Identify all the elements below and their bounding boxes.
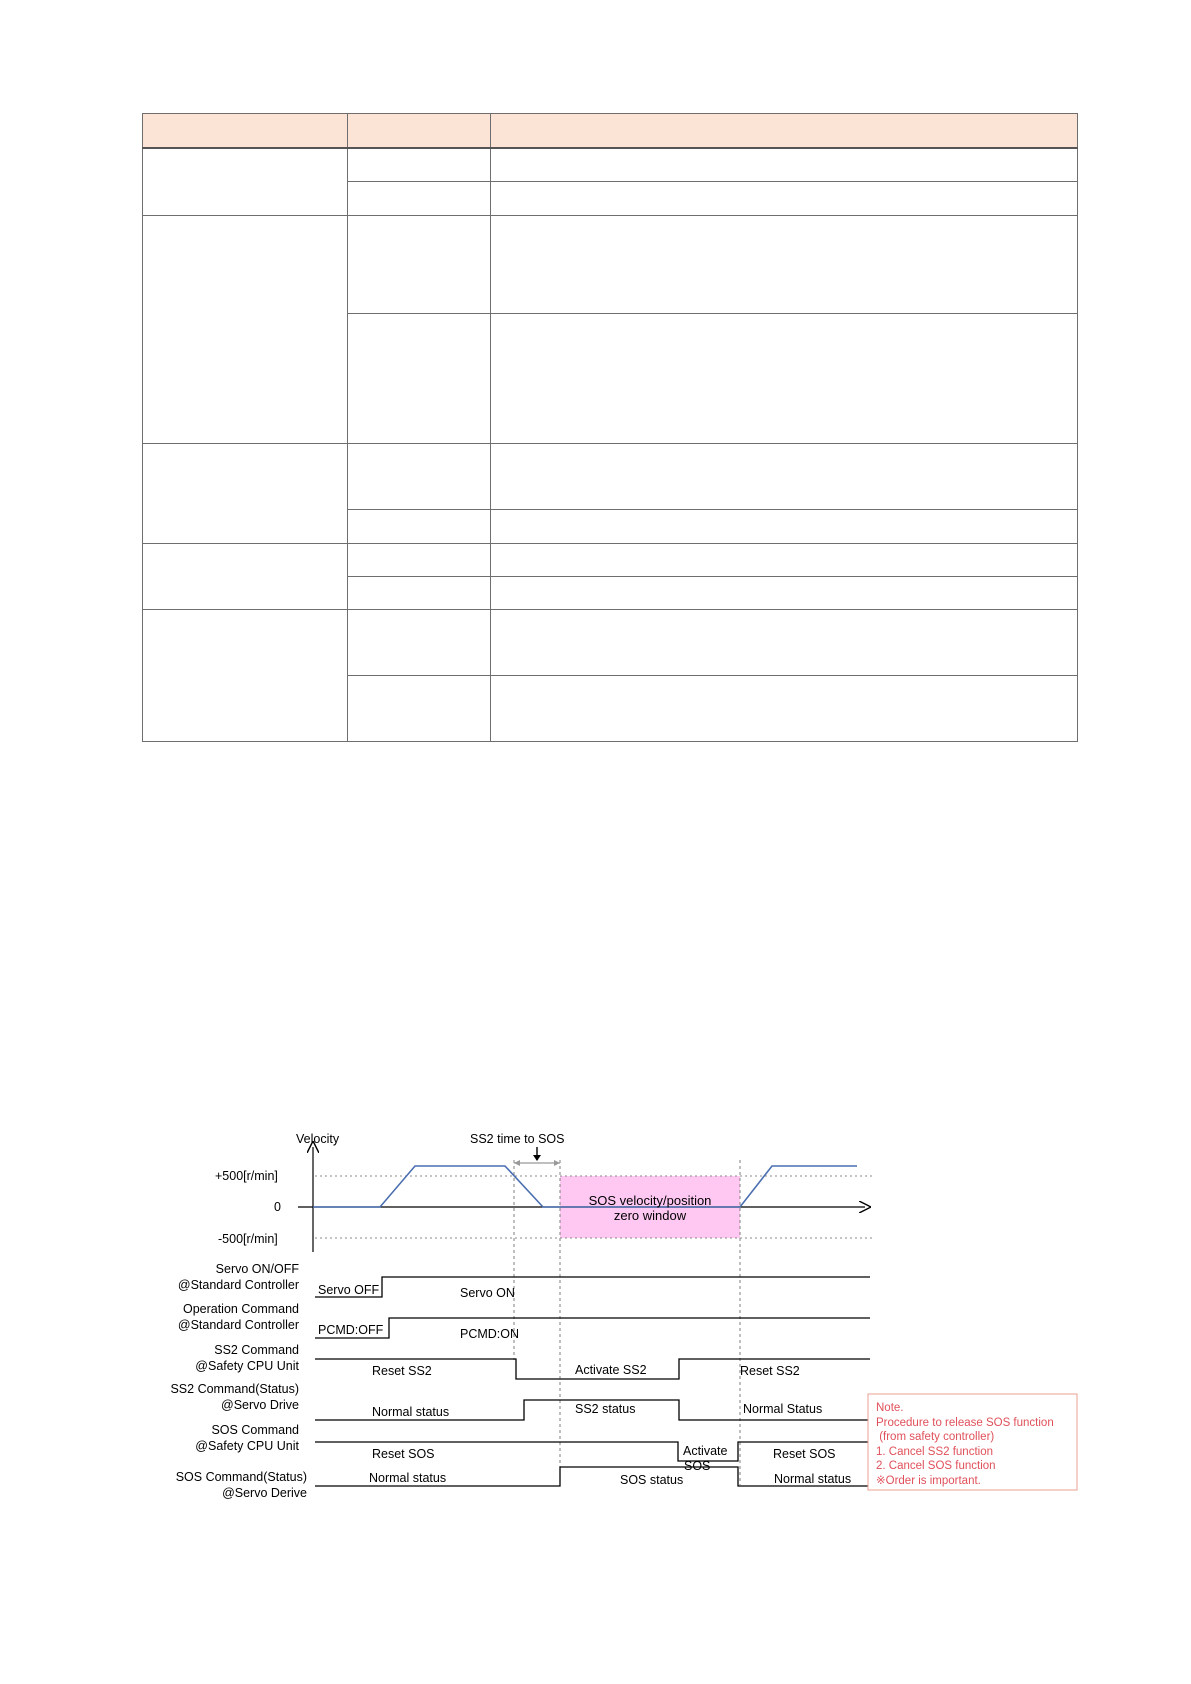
signal-name: @Servo Derive <box>222 1486 307 1500</box>
table-cell <box>491 148 1078 181</box>
table-cell <box>348 313 491 443</box>
signal-name: @Safety CPU Unit <box>195 1359 299 1373</box>
note-line: 2. Cancel SOS function <box>876 1460 996 1472</box>
table-row <box>143 543 1078 576</box>
waveform-operation <box>315 1318 870 1338</box>
note-line: (from safety controller) <box>876 1431 995 1443</box>
state-label: PCMD:OFF <box>318 1323 384 1337</box>
state-label: SOS <box>684 1459 711 1473</box>
table-cell <box>348 609 491 675</box>
header-cell <box>348 114 491 149</box>
signal-name: SOS Command(Status) <box>175 1470 307 1484</box>
table-cell <box>348 181 491 215</box>
table-cell <box>491 313 1078 443</box>
tick-pos-label: +500[r/min] <box>215 1169 278 1183</box>
table-cell <box>348 543 491 576</box>
table-header-row <box>143 114 1078 149</box>
table-cell <box>491 543 1078 576</box>
state-label: Reset SOS <box>773 1447 836 1461</box>
table-cell <box>348 215 491 313</box>
state-label: PCMD:ON <box>460 1327 520 1341</box>
state-label: Servo OFF <box>318 1283 380 1297</box>
waveform-servo <box>315 1277 870 1297</box>
table-cell-group <box>143 543 348 609</box>
signal-name: Operation Command <box>182 1302 299 1316</box>
table-cell <box>348 576 491 609</box>
table-cell <box>491 443 1078 509</box>
timing-chart <box>160 1130 1085 1520</box>
table-cell-group <box>143 215 348 443</box>
header-cell <box>491 114 1078 149</box>
table-cell <box>491 675 1078 741</box>
state-label: Activate SS2 <box>575 1363 647 1377</box>
signal-name: Servo ON/OFF <box>215 1262 299 1276</box>
spec-table <box>142 113 1078 742</box>
state-label: Normal status <box>774 1472 852 1486</box>
ss2-time-bracket-arrow-left <box>514 1160 520 1166</box>
ss2-time-pointer-head <box>533 1155 541 1161</box>
state-label: Normal status <box>369 1471 447 1485</box>
header-cell <box>143 114 348 149</box>
state-label: SS2 status <box>575 1402 636 1416</box>
tick-zero-label: 0 <box>274 1200 281 1214</box>
ss2-time-label: SS2 time to SOS <box>470 1132 565 1146</box>
tick-neg-label: -500[r/min] <box>218 1232 278 1246</box>
table-cell <box>491 215 1078 313</box>
signal-name: SS2 Command(Status) <box>170 1382 299 1396</box>
signal-name: @Standard Controller <box>177 1318 299 1332</box>
note-line: Procedure to release SOS function <box>876 1417 1054 1429</box>
table-cell <box>348 148 491 181</box>
table-row <box>143 609 1078 675</box>
table-row <box>143 215 1078 313</box>
state-label: Reset SS2 <box>740 1364 800 1378</box>
velocity-axis-label: Velocity <box>296 1132 340 1146</box>
signal-name: @Safety CPU Unit <box>195 1439 299 1453</box>
table-cell <box>348 675 491 741</box>
state-label: Servo ON <box>460 1286 515 1300</box>
table-cell <box>491 509 1078 543</box>
signal-name: SOS Command <box>211 1423 299 1437</box>
signal-name: @Servo Drive <box>221 1398 299 1412</box>
table-row <box>143 443 1078 509</box>
table-cell-group <box>143 443 348 543</box>
state-label: Normal Status <box>743 1402 823 1416</box>
table-cell <box>348 443 491 509</box>
ss2-time-bracket-arrow-right <box>554 1160 560 1166</box>
table-cell-group <box>143 148 348 215</box>
window-label-line1: SOS velocity/position <box>588 1193 712 1208</box>
state-label: Reset SS2 <box>372 1364 432 1378</box>
signal-name: SS2 Command <box>214 1343 299 1357</box>
table-cell <box>491 181 1078 215</box>
state-label: SOS status <box>620 1473 684 1487</box>
window-label-line2: zero window <box>613 1208 687 1223</box>
state-label: Normal status <box>372 1405 450 1419</box>
state-label: Reset SOS <box>372 1447 435 1461</box>
note-line: Note. <box>876 1402 904 1414</box>
table-cell <box>491 609 1078 675</box>
table-cell <box>491 576 1078 609</box>
table-row <box>143 148 1078 181</box>
note-line: ※Order is important. <box>876 1475 981 1487</box>
table-cell-group <box>143 609 348 741</box>
signal-name: @Standard Controller <box>177 1278 299 1292</box>
note-line: 1. Cancel SS2 function <box>876 1446 993 1458</box>
table-cell <box>348 509 491 543</box>
state-label: Activate <box>683 1444 728 1458</box>
